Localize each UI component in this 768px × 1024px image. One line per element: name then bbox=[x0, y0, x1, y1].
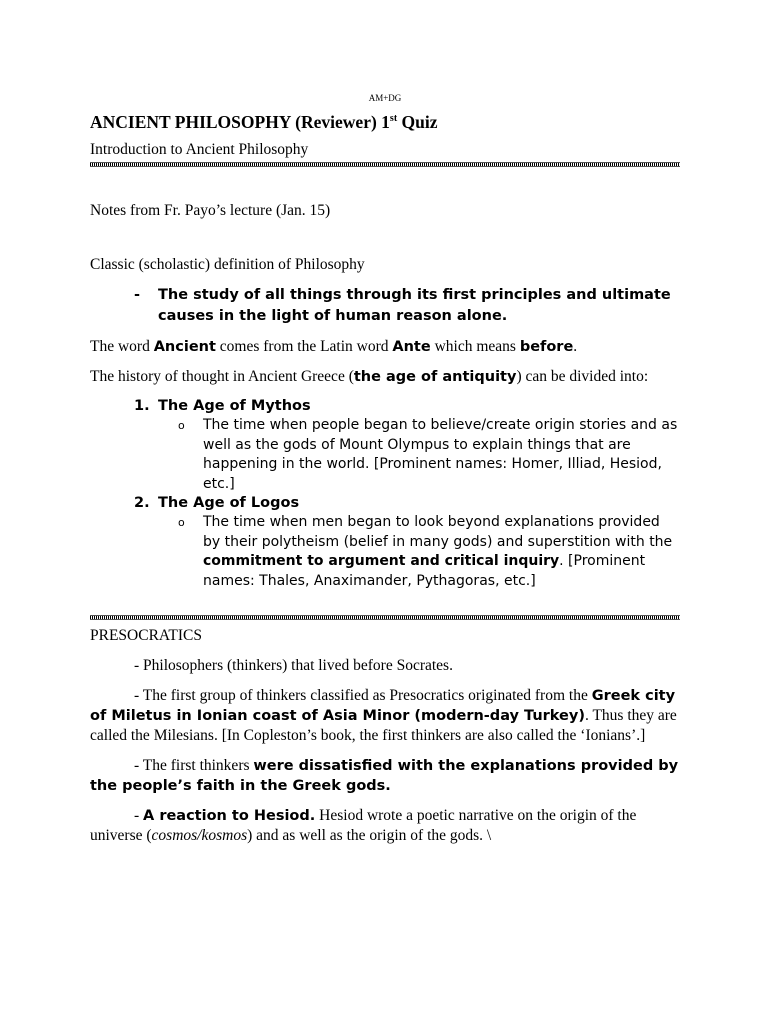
ancient-bold-2: Ante bbox=[392, 339, 431, 355]
presocratics-point-1: - Philosophers (thinkers) that lived before Socrates. bbox=[134, 657, 453, 674]
pre4-italic: cosmos/kosmos bbox=[151, 827, 248, 844]
ancient-text-4: . bbox=[573, 338, 578, 355]
pre4-bold: A reaction to Hesiod. bbox=[143, 808, 316, 824]
age-description-text-1: The time when men began to look beyond explanations provided by their polytheism (belief in many gods) and superstition with the bbox=[203, 514, 673, 550]
title-main: ANCIENT PHILOSOPHY (Reviewer) 1 bbox=[90, 112, 390, 132]
presocratics-point-3 bbox=[90, 756, 680, 796]
pre2-text-2: . Thus they are called the Milesians. [In Copleston’s book, the first thinkers are also called the ‘Ionians’.] bbox=[90, 707, 677, 744]
definition-text: The study of all things through its first principles and ultimate causes in the light of human reason alone. bbox=[158, 287, 671, 324]
pre2-bold: Greek city of Miletus in Ionian coast of Asia Minor (modern-day Turkey) bbox=[90, 688, 676, 724]
title-superscript: st bbox=[389, 113, 398, 125]
age-number: 1. bbox=[134, 398, 150, 414]
classic-definition-heading: Classic (scholastic) definition of Philosophy bbox=[90, 256, 365, 273]
pre3-bold: were dissatisfied with the explanations provided by the people’s faith in the Greek gods. bbox=[90, 758, 679, 794]
age-number: 2. bbox=[134, 495, 150, 511]
ancient-text-1: The word bbox=[90, 338, 154, 355]
age-subitem-logos bbox=[90, 513, 680, 591]
age-description-bold: commitment to argument and critical inquiry bbox=[203, 553, 560, 569]
age-description bbox=[203, 513, 680, 591]
age-title: The Age of Logos bbox=[158, 495, 300, 511]
page-title bbox=[90, 110, 680, 134]
age-description: The time when people began to believe/create origin stories and as well as the gods of Mount Olympus to explain things that are happening in the world. [Prominent names: Homer, Illiad, Hesiod, etc.] bbox=[203, 417, 678, 492]
header-mark: AM+DG bbox=[368, 93, 402, 103]
definition-item bbox=[90, 285, 680, 327]
age-title: The Age of Mythos bbox=[158, 398, 311, 414]
presocratics-point-4 bbox=[90, 806, 680, 846]
age-subitem-mythos bbox=[90, 416, 680, 494]
age-item-logos bbox=[90, 494, 680, 513]
pre4-text-3: ) and as well as the origin of the gods. \ bbox=[247, 827, 492, 844]
pre2-text-1: - The first group of thinkers classified as Presocratics originated from the bbox=[134, 687, 592, 704]
age-item-mythos bbox=[90, 397, 680, 416]
history-text-2: ) can be divided into: bbox=[516, 368, 649, 385]
presocratics-heading: PRESOCRATICS bbox=[90, 627, 202, 644]
circle-bullet-icon: o bbox=[178, 419, 185, 432]
ancient-bold-3: before bbox=[519, 339, 574, 355]
ancient-text-3: which means bbox=[430, 338, 520, 355]
lecture-notes-line: Notes from Fr. Payo’s lecture (Jan. 15) bbox=[90, 202, 331, 219]
ancient-bold-1: Ancient bbox=[153, 339, 216, 355]
history-bold-1: the age of antiquity bbox=[353, 369, 517, 385]
ancient-text-2: comes from the Latin word bbox=[215, 338, 393, 355]
age-description-text-2: . [Prominent names: Thales, Anaximander, Pythagoras, etc.] bbox=[203, 553, 646, 589]
title-end: Quiz bbox=[397, 112, 438, 132]
circle-bullet-icon: o bbox=[178, 516, 185, 529]
pre4-text-2: Hesiod wrote a poetic narrative on the origin of the universe ( bbox=[90, 807, 637, 844]
pre3-text-1: - The first thinkers bbox=[134, 757, 254, 774]
definition-dash: - bbox=[134, 287, 141, 303]
presocratics-point-2 bbox=[90, 686, 680, 746]
history-text-1: The history of thought in Ancient Greece ( bbox=[90, 368, 354, 385]
pre4-text-1: - bbox=[134, 807, 144, 824]
subtitle: Introduction to Ancient Philosophy bbox=[90, 141, 309, 158]
history-paragraph bbox=[90, 367, 680, 387]
ancient-word-paragraph bbox=[90, 337, 680, 357]
